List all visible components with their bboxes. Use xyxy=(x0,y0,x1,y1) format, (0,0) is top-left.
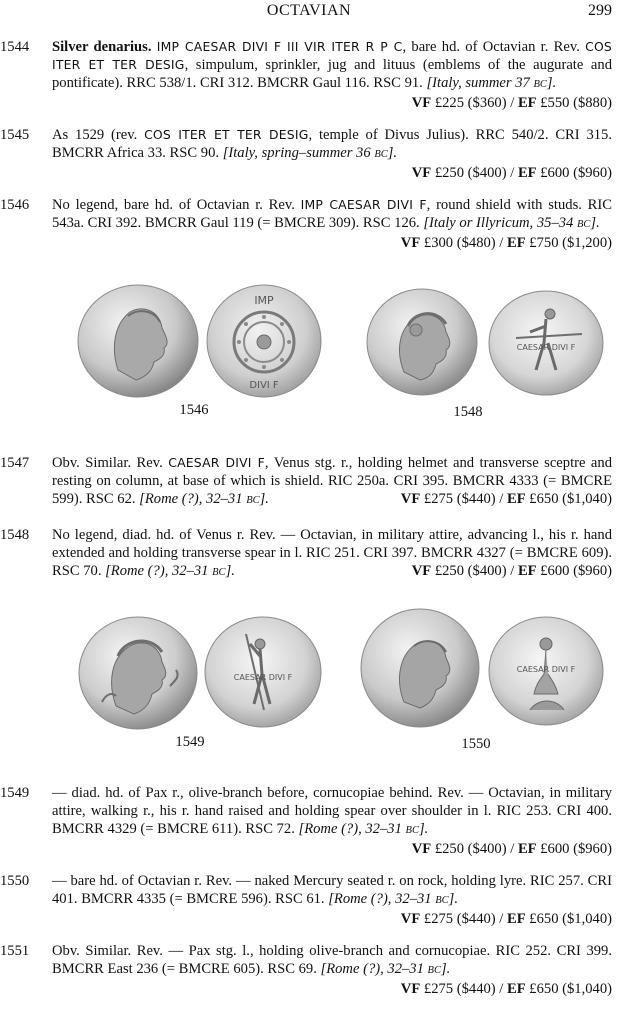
grade-vf: VF xyxy=(411,841,432,857)
grade-vf: VF xyxy=(411,95,432,111)
entry-text: , simpulum, sprinkler, jug and lituus (emblems of the augurate and pontificate). RRC 538/1. CRI 312. BMCRR Gaul 116. RSC 91. xyxy=(52,57,612,91)
coin-1550-obverse-image xyxy=(358,606,482,730)
price-line xyxy=(0,94,612,112)
entry-description xyxy=(52,196,612,234)
entry-number: 1547 xyxy=(0,455,30,471)
running-title: OCTAVIAN xyxy=(266,2,352,19)
plate-caption-1548: 1548 xyxy=(453,404,483,420)
entry-text: , temple of Divus Julius). RRC 540/2. CRI 315. BMCRR Africa 33. RSC 90. xyxy=(52,127,612,161)
entry-text: No legend, diad. hd. of Venus r. Rev. — Octavian, in military attire, advancing l., his r. hand extended and holding transverse spear in l. RIC 251. CRI 397. BMCRR 4327 (= BMCRE 609). RSC 70. xyxy=(52,527,612,579)
entry-description xyxy=(52,784,612,840)
coin-1546-reverse-image xyxy=(204,282,324,400)
grade-vf: VF xyxy=(400,981,421,997)
mint-date: [Italy, summer 37 xyxy=(426,75,534,91)
entry-number: 1548 xyxy=(0,527,30,543)
price-vf: £250 ($400) / xyxy=(431,841,518,857)
price-line xyxy=(0,234,612,252)
grade-ef: EF xyxy=(517,563,537,579)
entry-description xyxy=(52,942,612,980)
grade-ef: EF xyxy=(507,235,526,251)
mint-date: [Rome (?), 32–31 xyxy=(298,821,406,837)
entry-text: No legend, bare hd. of Octavian r. Rev. xyxy=(52,197,301,213)
grade-ef: EF xyxy=(507,491,526,507)
mint-date-end: ]. xyxy=(418,821,429,837)
catalogue-entry-1545 xyxy=(0,126,618,182)
mint-date: [Rome (?), 32–31 xyxy=(328,891,436,907)
mint-date-end: ]. xyxy=(225,563,235,579)
price-vf: £250 ($400) / xyxy=(431,165,518,181)
price-ef: £750 ($1,200) xyxy=(525,235,612,251)
coin-1550-reverse-image xyxy=(486,614,606,728)
entry-description xyxy=(52,38,612,94)
price-ef: £600 ($960) xyxy=(536,563,612,579)
catalogue-entry-1547 xyxy=(0,454,618,510)
era-label: BC xyxy=(212,567,226,578)
entry-number: 1545 xyxy=(0,127,30,143)
coin-legend: CAESAR DIVI F xyxy=(233,673,293,682)
price-vf: £225 ($360) / xyxy=(431,95,518,111)
era-label: BC xyxy=(533,79,547,90)
mint-date-end: ]. xyxy=(440,961,451,977)
entry-text: , bare hd. of Octavian r. Rev. xyxy=(402,39,586,55)
grade-ef: EF xyxy=(507,981,526,997)
coin-legend-bottom: DIVI F xyxy=(249,380,279,391)
price-line xyxy=(0,840,612,858)
entry-description xyxy=(52,454,612,510)
mint-date: [Rome (?), 32–31 xyxy=(320,961,428,977)
price-vf: £275 ($440) / xyxy=(420,981,507,997)
page-number: 299 xyxy=(588,2,612,19)
catalogue-entry-1551 xyxy=(0,942,618,998)
price-ef: £600 ($960) xyxy=(536,165,612,181)
catalogue-entry-1544 xyxy=(0,38,618,112)
grade-vf: VF xyxy=(400,491,421,507)
entry-description xyxy=(52,872,612,910)
entry-text: , round shield with studs. RIC 543a. CRI 392. BMCRR Gaul 119 (= BMCRE 309). RSC 126. xyxy=(52,197,612,231)
entry-text: Obv. Similar. Rev. — Pax stg. l., holding olive-branch and cornucopiae. RIC 252. CRI 399. BMCRR East 236 (= BMCRE 605). RSC 69. xyxy=(52,943,612,977)
entry-text: — diad. hd. of Pax r., olive-branch before, cornucopiae behind. Rev. — Octavian, in military attire, walking r., his r. hand raised and holding spear over shoulder in l. RIC 253. CRI 400. BMCRR 4329 (= BMCRE 611). RSC 72. xyxy=(52,785,612,837)
era-label: BC xyxy=(246,495,260,506)
era-label: BC xyxy=(405,825,419,836)
entry-number: 1546 xyxy=(0,197,30,213)
price-vf: £275 ($440) / xyxy=(420,491,507,507)
catalogue-entry-1546 xyxy=(0,196,618,252)
grade-ef: EF xyxy=(517,165,537,181)
coin-1549-reverse-image xyxy=(202,614,324,730)
entry-text: , Venus stg. r., holding helmet and transverse sceptre and resting on column, at base of which is shield. RIC 250a. CRI 395. BMCRR 4333 (= BMCRE 599). RSC 62. xyxy=(52,455,612,507)
grade-vf: VF xyxy=(400,235,421,251)
era-label: BC xyxy=(435,895,449,906)
coin-1549-obverse-image xyxy=(76,614,200,732)
reverse-legend: CAESAR DIVI F xyxy=(168,455,265,470)
price-vf: £250 ($400) / xyxy=(431,563,518,579)
mint-date-end: ]. xyxy=(387,145,398,161)
price-line xyxy=(401,490,612,508)
catalogue-entry-1549 xyxy=(0,784,618,858)
era-label: BC xyxy=(576,219,591,230)
mint-date-end: ]. xyxy=(546,75,557,91)
grade-ef: EF xyxy=(517,95,537,111)
mint-date-end: ]. xyxy=(448,891,458,907)
grade-vf: VF xyxy=(411,563,432,579)
reverse-legend: COS ITER ET TER DESIG xyxy=(52,39,612,72)
price-line xyxy=(0,164,612,182)
grade-vf: VF xyxy=(400,911,421,927)
price-ef: £600 ($960) xyxy=(536,841,612,857)
entry-description xyxy=(52,526,612,582)
price-line xyxy=(412,562,612,580)
mint-date: [Rome (?), 32–31 xyxy=(139,491,247,507)
coin-legend: CAESAR DIVI F xyxy=(516,343,576,352)
price-ef: £650 ($1,040) xyxy=(525,911,612,927)
coin-legend-top: IMP xyxy=(254,294,274,307)
entry-heading: Silver denarius. xyxy=(52,39,152,55)
entry-number: 1544 xyxy=(0,39,30,55)
obverse-legend: IMP CAESAR DIVI F III VIR ITER R P C xyxy=(156,39,403,54)
grade-ef: EF xyxy=(507,911,526,927)
price-line xyxy=(0,980,612,998)
page-header xyxy=(0,2,618,22)
entry-number: 1549 xyxy=(0,785,30,801)
price-ef: £550 ($880) xyxy=(536,95,612,111)
mint-date: [Italy or Illyricum, 35–34 xyxy=(423,215,577,231)
price-vf: £300 ($480) / xyxy=(420,235,507,251)
grade-ef: EF xyxy=(517,841,537,857)
plate-caption-1549: 1549 xyxy=(175,734,205,750)
coin-legend: CAESAR DIVI F xyxy=(516,665,576,674)
coin-1548-obverse-image xyxy=(364,286,480,398)
reverse-legend: IMP CAESAR DIVI F xyxy=(300,197,427,212)
coin-1546-obverse-image xyxy=(74,282,202,400)
catalogue-entry-1548 xyxy=(0,526,618,582)
entry-text: Obv. Similar. Rev. xyxy=(52,455,169,471)
price-vf: £275 ($440) / xyxy=(420,911,507,927)
entry-description xyxy=(52,126,612,164)
mint-date: [Italy, spring–summer 36 xyxy=(222,145,375,161)
era-label: BC xyxy=(374,149,388,160)
price-ef: £650 ($1,040) xyxy=(525,491,612,507)
reverse-legend: COS ITER ET TER DESIG xyxy=(144,127,309,142)
coin-1548-reverse-image xyxy=(486,288,606,398)
price-ef: £650 ($1,040) xyxy=(525,981,612,997)
mint-date: [Rome (?), 32–31 xyxy=(105,563,213,579)
entry-number: 1551 xyxy=(0,943,30,959)
mint-date-end: ]. xyxy=(259,491,269,507)
plate-caption-1550: 1550 xyxy=(461,736,491,752)
entry-text: As 1529 (rev. xyxy=(52,127,145,143)
price-line xyxy=(0,910,612,928)
entry-number: 1550 xyxy=(0,873,30,889)
catalogue-entry-1550 xyxy=(0,872,618,928)
era-label: BC xyxy=(427,965,441,976)
entry-text: — bare hd. of Octavian r. Rev. — naked Mercury seated r. on rock, holding lyre. RIC 257. CRI 401. BMCRR 4335 (= BMCRE 596). RSC 61. xyxy=(52,873,612,907)
grade-vf: VF xyxy=(411,165,432,181)
mint-date-end: ]. xyxy=(590,215,600,231)
plate-caption-1546: 1546 xyxy=(179,402,209,418)
